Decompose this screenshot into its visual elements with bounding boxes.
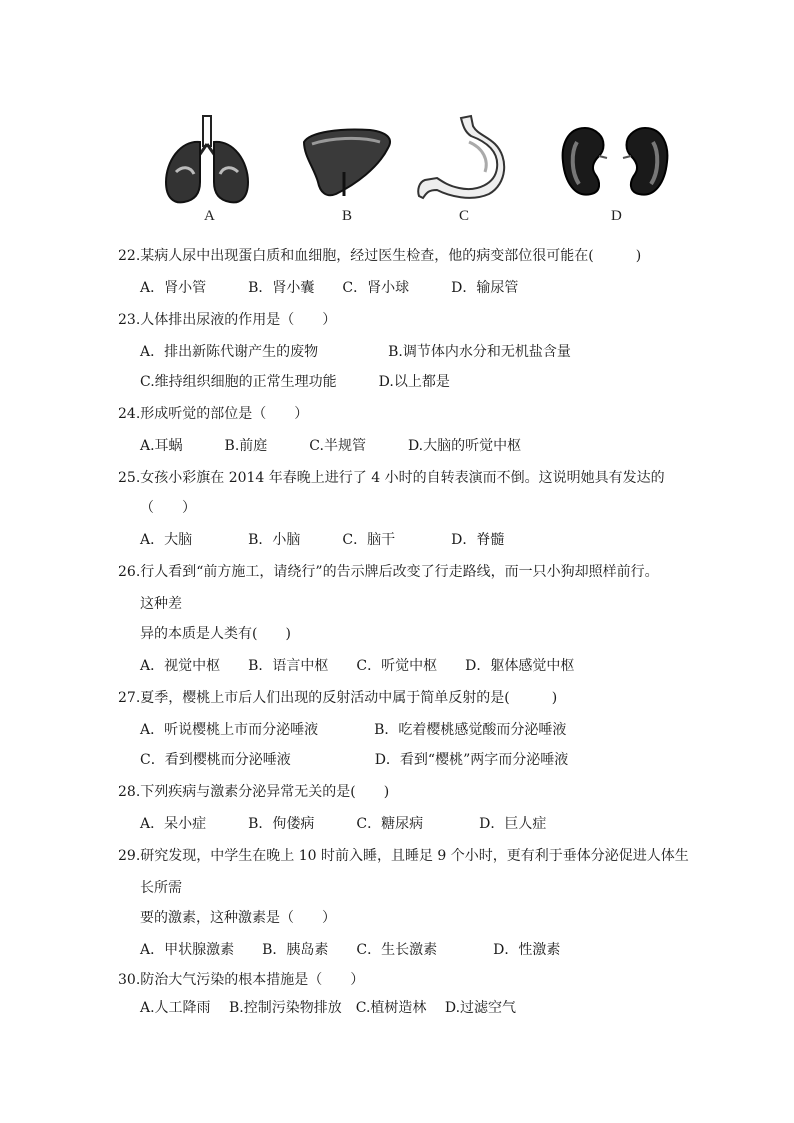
question-22-stem: 22.某病人尿中出现蛋白质和血细胞，经过医生检查，他的病变部位很可能在( ) [118, 248, 642, 264]
question-29-stem-cont: 长所需 [140, 880, 182, 896]
organ-label-b: B [342, 208, 353, 224]
question-25-stem-cont: （ ） [140, 500, 196, 516]
organ-d [555, 112, 675, 224]
question-30-options: A.人工降雨 B.控制污染物排放 C.植树造林 D.过滤空气 [140, 1000, 517, 1016]
question-23-options-1: A．排出新陈代谢产生的废物 B.调节体内水分和无机盐含量 [140, 344, 571, 360]
organ-c [415, 112, 511, 224]
stomach-icon [415, 112, 511, 208]
liver-icon [300, 112, 396, 208]
organ-b [300, 112, 396, 224]
question-22-options: A．肾小管 B．肾小囊 C．肾小球 D．输尿管 [140, 280, 519, 296]
question-29-stem: 29.研究发现，中学生在晚上 10 时前入睡，且睡足 9 个小时，更有利于垂体分泌促进人体生 [118, 848, 689, 864]
question-26-stem-cont: 这种差 [140, 596, 182, 612]
question-28-stem: 28.下列疾病与激素分泌异常无关的是( ) [118, 784, 390, 800]
organ-label-c: C [459, 208, 470, 224]
question-24-stem: 24.形成听觉的部位是（ ） [118, 406, 309, 422]
question-28-options: A．呆小症 B．佝偻病 C．糖尿病 D．巨人症 [140, 816, 547, 832]
question-26-stem: 26.行人看到“前方施工，请绕行”的告示牌后改变了行走路线，而一只小狗却照样前行。 [118, 564, 659, 580]
question-25-options: A．大脑 B．小脑 C．脑干 D．脊髓 [140, 532, 505, 548]
question-30-stem: 30.防治大气污染的根本措施是（ ） [118, 972, 365, 988]
kidneys-icon [555, 112, 675, 208]
question-26-options: A．视觉中枢 B．语言中枢 C．听觉中枢 D．躯体感觉中枢 [140, 658, 575, 674]
lungs-icon [160, 112, 256, 208]
organ-label-d: D [611, 208, 622, 224]
question-27-stem: 27.夏季，樱桃上市后人们出现的反射活动中属于简单反射的是( ) [118, 690, 558, 706]
question-29-options: A．甲状腺激素 B．胰岛素 C．生长激素 D．性激素 [140, 942, 561, 958]
question-24-options: A.耳蜗 B.前庭 C.半规管 D.大脑的听觉中枢 [140, 438, 522, 454]
question-23-stem: 23.人体排出尿液的作用是（ ） [118, 312, 337, 328]
question-27-options-1: A．听说樱桃上市而分泌唾液 B．吃着樱桃感觉酸而分泌唾液 [140, 722, 567, 738]
question-23-options-2: C.维持组织细胞的正常生理功能 D.以上都是 [140, 374, 450, 390]
organ-label-a: A [204, 208, 215, 224]
question-26-stem-cont-2: 异的本质是人类有( ) [140, 626, 291, 642]
question-25-stem: 25.女孩小彩旗在 2014 年春晚上进行了 4 小时的自转表演而不倒。这说明她具有发达的 [118, 470, 665, 486]
organ-figure [150, 112, 690, 230]
question-27-options-2: C．看到樱桃而分泌唾液 D．看到“樱桃”两字而分泌唾液 [140, 752, 569, 768]
question-29-stem-cont-2: 要的激素，这种激素是（ ） [140, 910, 336, 926]
organ-a [160, 112, 256, 224]
